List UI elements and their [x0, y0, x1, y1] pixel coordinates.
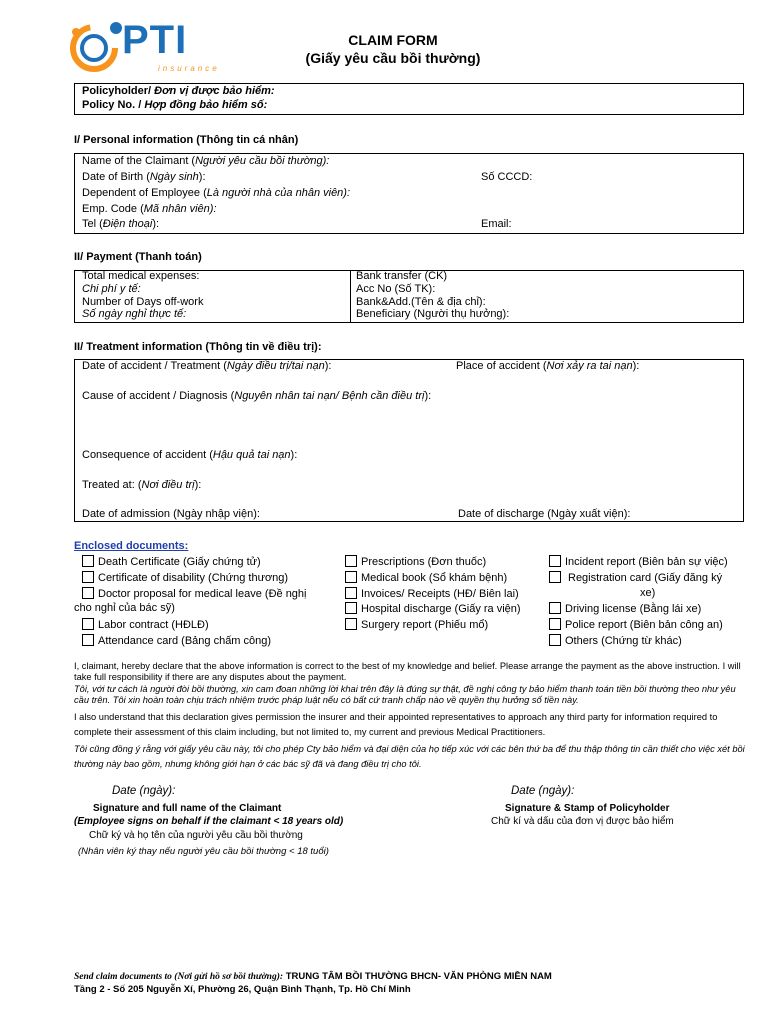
dependent-label-vn: Là người nhà của nhân viên): — [206, 187, 351, 199]
policyholder-date-field[interactable]: Date (ngày): — [511, 785, 575, 797]
treated-at-label-vn: Nơi điều trị — [141, 479, 195, 491]
dependent-field[interactable] — [82, 187, 350, 199]
enclosed-heading: Enclosed documents: — [74, 540, 189, 552]
consequence-label-vn: Hậu quả tai nạn — [212, 449, 291, 461]
emp-code-label-vn: Mã nhân viên): — [143, 203, 217, 215]
checkbox-box[interactable] — [345, 555, 357, 567]
checkbox-label: Doctor proposal for medical leave (Đề nghị — [98, 588, 307, 600]
logo-brand: PTI — [122, 18, 188, 62]
checkbox-hospital-discharge[interactable] — [345, 602, 521, 615]
checkbox-box[interactable] — [549, 634, 561, 646]
checkbox-label: Labor contract (HĐLĐ) — [98, 619, 209, 631]
policyholder-signature-title-vn: Chữ kí và dấu của đơn vị được bảo hiểm — [491, 816, 674, 827]
footer-send-line: Send claim documents to (Nơi gửi hồ sơ bồi thường): TRUNG TÂM BỒI THƯỜNG BHCN- VĂN PHÒNG MIỀN NAM — [74, 971, 552, 982]
footer-send-label-vn: Nơi gửi hồ sơ bồi thường — [177, 972, 277, 982]
checkbox-box[interactable] — [82, 587, 94, 599]
declaration-vn-1: Tôi, với tư cách là người đòi bồi thường, xin cam đoan những lời khai trên đây là đúng sự thật, đề nghị công ty bảo hiểm thanh toán tiền bồi thường theo như yêu cầu trên. Tôi xin hoàn toàn chịu trách nhiệm trước pháp luật nếu có bất cứ tranh chấp nào về quyền thụ hưởng số tiền này. — [74, 684, 736, 705]
accident-place-label: Place of accident ( — [456, 360, 547, 372]
doctor-proposal-label-cont: cho nghỉ của bác sỹ) — [74, 602, 175, 614]
treatment-date-label-vn: Ngày điều trị/tai nạn — [226, 360, 325, 372]
checkbox-invoices[interactable] — [345, 587, 519, 600]
policyholder-label: Policyholder/ — [82, 85, 155, 97]
dependent-label: Dependent of Employee ( — [82, 187, 207, 199]
checkbox-surgery-report[interactable] — [345, 618, 488, 631]
checkbox-label: Driving license (Bằng lái xe) — [565, 603, 702, 615]
treated-at-field[interactable]: Treated at: (Nơi điều trị): — [82, 479, 202, 491]
checkbox-box[interactable] — [549, 555, 561, 567]
dob-label-vn: Ngày sinh — [149, 171, 199, 183]
claimant-signature-note: (Employee signs on behalf if the claimant < 18 years old) — [74, 816, 344, 827]
diagnosis-label-vn: Nguyên nhân tai nạn/ Bệnh cần điều trị — [234, 390, 425, 402]
days-off-field[interactable]: Number of Days off-work — [82, 296, 204, 308]
policy-no-field[interactable] — [82, 99, 267, 111]
checkbox-label: Prescriptions (Đơn thuốc) — [361, 556, 487, 568]
checkbox-label: Others (Chứng từ khác) — [565, 635, 682, 647]
checkbox-box[interactable] — [345, 571, 357, 583]
claimant-signature-note-vn: (Nhân viên ký thay nếu người yêu cầu bồi thường < 18 tuổi) — [78, 846, 329, 857]
policy-no-label-vn: Hợp đồng bảo hiểm số: — [144, 99, 268, 111]
tel-field[interactable]: Tel (Điện thoại): — [82, 218, 160, 230]
checkbox-prescriptions[interactable] — [345, 555, 486, 568]
payment-heading: II/ Payment (Thanh toán) — [74, 251, 202, 263]
policy-no-label: Policy No. / — [82, 99, 145, 111]
policyholder-label-vn: Đơn vị được bảo hiểm: — [154, 85, 275, 97]
checkbox-box[interactable] — [82, 555, 94, 567]
treatment-heading: II/ Treatment information (Thông tin về điều trị): — [74, 341, 322, 353]
claimant-signature-title: Signature and full name of the Claimant — [93, 803, 282, 814]
checkbox-box[interactable] — [345, 618, 357, 630]
treated-at-label: Treated at: ( — [82, 479, 142, 491]
total-expenses-field[interactable]: Total medical expenses: — [82, 270, 200, 282]
form-subtitle: (Giấy yêu cầu bồi thường) — [305, 50, 481, 66]
bank-address-field[interactable]: Bank&Add.(Tên & địa chỉ): — [356, 296, 486, 308]
checkbox-labor-contract[interactable] — [82, 618, 209, 631]
dob-field[interactable]: Date of Birth (Ngày sinh): — [82, 171, 206, 183]
checkbox-label: Police report (Biên bản công an) — [565, 619, 723, 631]
checkbox-disability-certificate[interactable] — [82, 571, 288, 584]
discharge-date-field[interactable]: Date of discharge (Ngày xuất viện): — [458, 508, 631, 520]
checkbox-box[interactable] — [345, 587, 357, 599]
id-number-field[interactable]: Số CCCD: — [481, 171, 533, 183]
claimant-signature-title-vn: Chữ ký và họ tên của người yêu cầu bồi thường — [89, 830, 303, 841]
admission-date-field[interactable]: Date of admission (Ngày nhập viện): — [82, 508, 260, 520]
form-title: CLAIM FORM — [348, 32, 438, 48]
checkbox-medical-book[interactable] — [345, 571, 507, 584]
beneficiary-field[interactable]: Beneficiary (Người thụ hưởng): — [356, 308, 510, 320]
payment-divider — [350, 270, 351, 323]
checkbox-label: Medical book (Sổ khám bệnh) — [361, 572, 508, 584]
personal-heading: I/ Personal information (Thông tin cá nhân) — [74, 134, 299, 146]
treatment-box — [74, 359, 744, 522]
claimant-date-field[interactable]: Date (ngày): — [112, 785, 176, 797]
checkbox-death-certificate[interactable] — [82, 555, 261, 568]
checkbox-label: Hospital discharge (Giấy ra viện) — [361, 603, 521, 615]
declaration-vn-2: Tôi cũng đồng ý rằng với giấy yêu cầu này, tôi cho phép Cty bảo hiểm và đại diện của họ tiếp xúc với các bên thứ ba để thu thập thông tin cần thiết cho việc xét bồi thường này bao gồm, nhưng không giới hạn ở các bác sỹ đã và đang điều trị cho tôi. — [74, 744, 745, 769]
claimant-name-field[interactable] — [82, 155, 329, 167]
diagnosis-label: Cause of accident / Diagnosis ( — [82, 390, 235, 402]
consequence-field[interactable]: Consequence of accident (Hậu quả tai nạn): — [82, 449, 298, 461]
account-no-field[interactable]: Acc No (Số TK): — [356, 283, 436, 295]
policyholder-signature-title: Signature & Stamp of Policyholder — [505, 803, 670, 814]
checkbox-incident-report[interactable] — [549, 555, 728, 568]
checkbox-attendance-card[interactable] — [82, 634, 271, 647]
checkbox-label: Death Certificate (Giấy chứng tử) — [98, 556, 261, 568]
checkbox-label: Attendance card (Bảng chấm công) — [98, 635, 272, 647]
checkbox-registration-card[interactable] — [549, 571, 722, 584]
checkbox-box[interactable] — [82, 634, 94, 646]
consequence-label: Consequence of accident ( — [82, 449, 213, 461]
checkbox-driving-license[interactable] — [549, 602, 701, 615]
dob-label: Date of Birth ( — [82, 171, 150, 183]
checkbox-box[interactable] — [82, 571, 94, 583]
footer-send-label: Send claim documents to ( — [74, 972, 178, 982]
checkbox-police-report[interactable] — [549, 618, 723, 631]
checkbox-label: Surgery report (Phiếu mổ) — [361, 619, 489, 631]
checkbox-box[interactable] — [345, 602, 357, 614]
registration-card-label-cont: xe) — [640, 587, 656, 599]
policyholder-field[interactable] — [82, 85, 275, 97]
claimant-name-label: Name of the Claimant ( — [82, 155, 196, 167]
emp-code-field[interactable] — [82, 203, 217, 215]
checkbox-box[interactable] — [549, 571, 561, 583]
checkbox-label: Invoices/ Receipts (HĐ/ Biên lai) — [361, 588, 519, 600]
checkbox-doctor-proposal[interactable] — [82, 587, 307, 600]
tel-label: Tel ( — [82, 218, 103, 230]
days-off-label-vn: Số ngày nghỉ thực tế: — [82, 308, 187, 320]
tel-label-vn: Điện thoại — [102, 218, 153, 230]
bank-transfer-label: Bank transfer (CK) — [356, 270, 448, 282]
logo-tagline: insurance — [158, 64, 220, 73]
checkbox-others[interactable] — [549, 634, 682, 647]
footer-address: Tầng 2 - Số 205 Nguyễn Xí, Phường 26, Quận Bình Thạnh, Tp. Hồ Chí Minh — [74, 984, 411, 995]
pti-logo — [66, 16, 220, 78]
checkbox-label: Incident report (Biên bản sự việc) — [565, 556, 728, 568]
treatment-date-label: Date of accident / Treatment ( — [82, 360, 227, 372]
emp-code-label: Emp. Code ( — [82, 203, 144, 215]
checkbox-box[interactable] — [549, 602, 561, 614]
accident-place-label-vn: Nơi xảy ra tai nạn — [546, 360, 633, 372]
email-field[interactable]: Email: — [481, 218, 512, 230]
footer-center-name: TRUNG TÂM BỒI THƯỜNG BHCN- VĂN PHÒNG MIỀN NAM — [285, 971, 552, 982]
checkbox-label: Certificate of disability (Chứng thương) — [98, 572, 289, 584]
checkbox-label: Registration card (Giấy đăng ký — [568, 572, 723, 584]
checkbox-box[interactable] — [549, 618, 561, 630]
checkbox-box[interactable] — [82, 618, 94, 630]
declaration-en-2: I also understand that this declaration gives permission the insurer and their appointed representatives to approach any third party for information required to complete their assessment of this claim including, but not limited to, my current and previous Medical Practitioners. — [74, 712, 718, 737]
declaration-en-1: I, claimant, hereby declare that the above information is correct to the best of my knowledge and belief. Please arrange the payment as the above instruction. I will take full responsibility if there are any disputes about the payment. — [74, 661, 741, 682]
claimant-name-label-vn: Người yêu cầu bồi thường): — [195, 155, 330, 167]
treatment-date-field[interactable]: Date of accident / Treatment (Ngày điều trị/tai nạn): — [82, 360, 332, 372]
total-expenses-label-vn: Chi phí y tế: — [82, 283, 141, 295]
accident-place-field[interactable]: Place of accident (Nơi xảy ra tai nạn): — [456, 360, 640, 372]
diagnosis-field[interactable]: Cause of accident / Diagnosis (Nguyên nhân tai nạn/ Bệnh cần điều trị): — [82, 390, 432, 402]
